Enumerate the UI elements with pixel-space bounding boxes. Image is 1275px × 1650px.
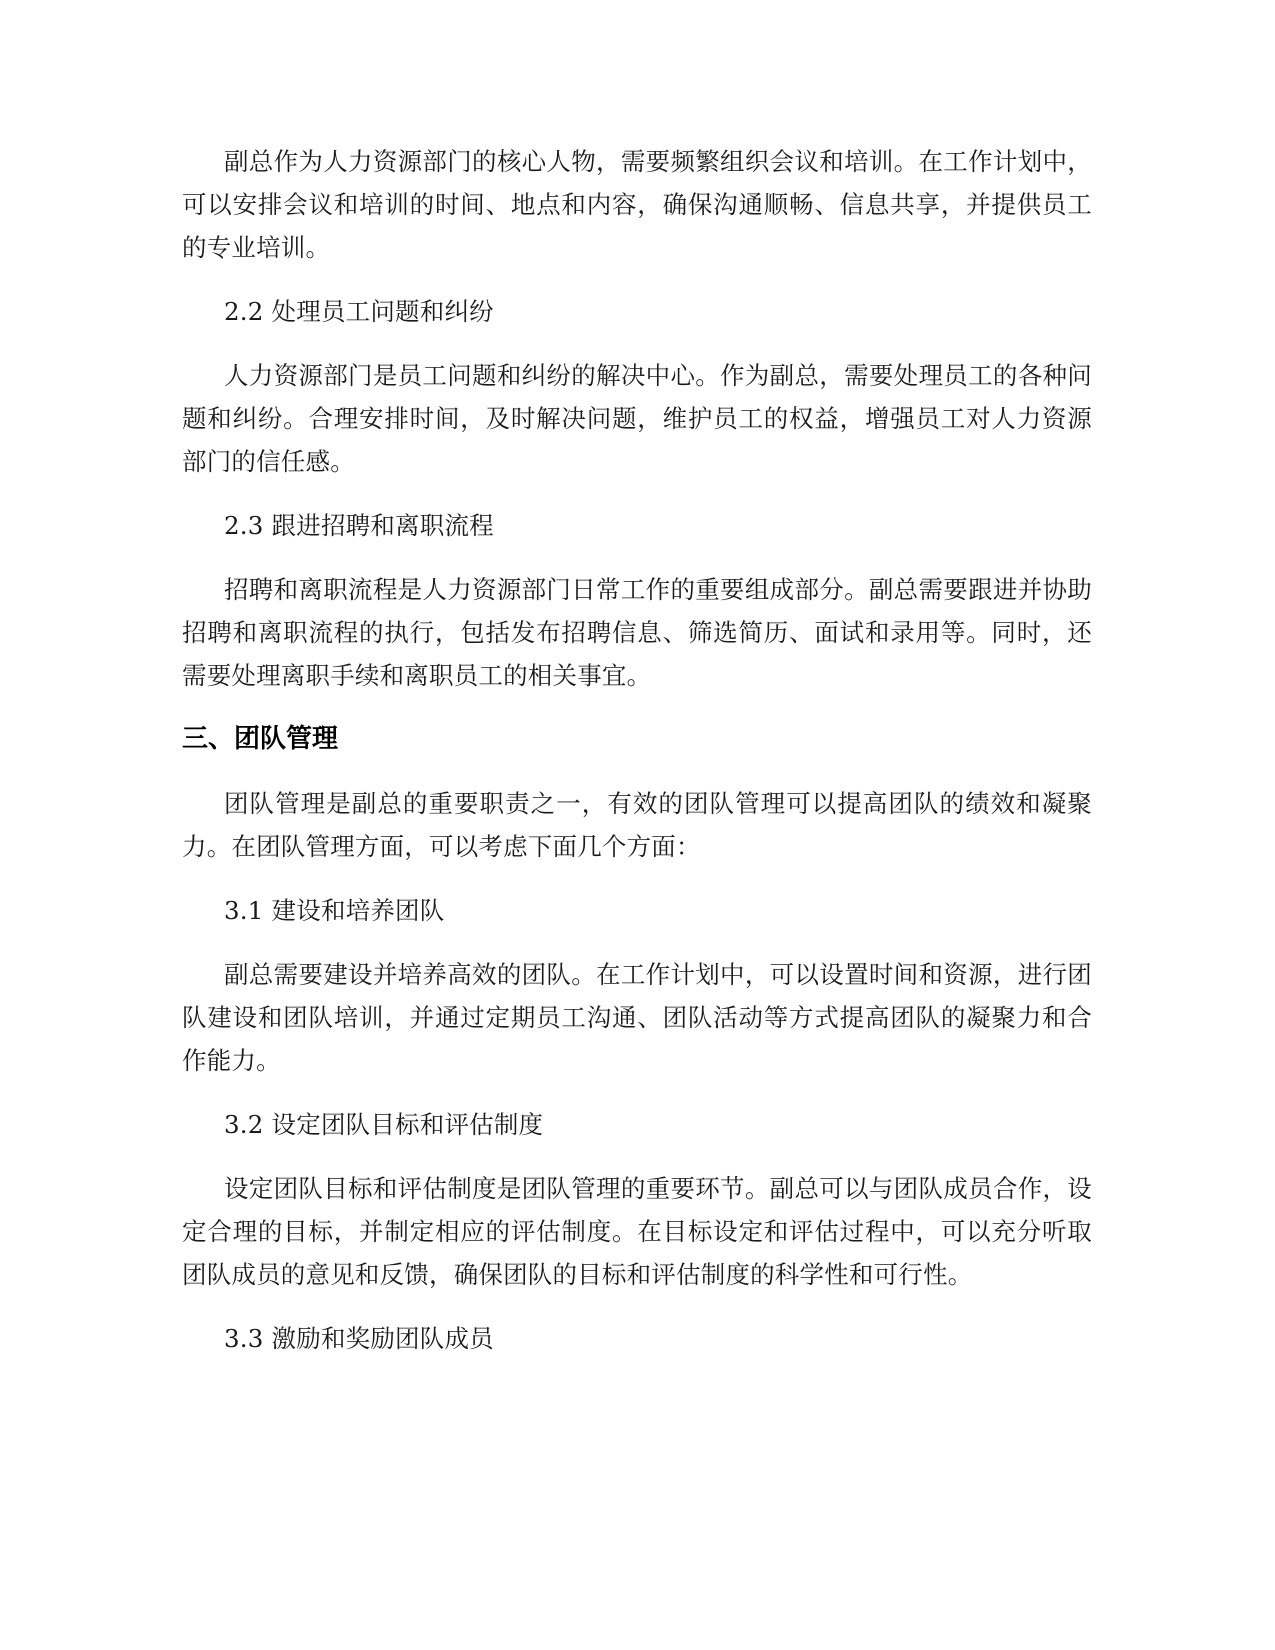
para-3-intro: 团队管理是副总的重要职责之一，有效的团队管理可以提高团队的绩效和凝聚力。在团队管理方面，可以考虑下面几个方面： — [182, 789, 1092, 861]
subheading-3-3: 3.3 激励和奖励团队成员 — [224, 1324, 494, 1353]
subheading-2-2: 2.2 处理员工问题和纠纷 — [224, 297, 494, 326]
para-meetings-training: 副总作为人力资源部门的核心人物，需要频繁组织会议和培训。在工作计划中，可以安排会议和培训的时间、地点和内容，确保沟通顺畅、信息共享，并提供员工的专业培训。 — [182, 147, 1092, 262]
para-3-1: 副总需要建设并培养高效的团队。在工作计划中，可以设置时间和资源，进行团队建设和团队培训，并通过定期员工沟通、团队活动等方式提高团队的凝聚力和合作能力。 — [182, 960, 1092, 1075]
para-2-3: 招聘和离职流程是人力资源部门日常工作的重要组成部分。副总需要跟进并协助招聘和离职流程的执行，包括发布招聘信息、筛选简历、面试和录用等。同时，还需要处理离职手续和离职员工的相关事宜。 — [182, 575, 1092, 690]
para-3-2: 设定团队目标和评估制度是团队管理的重要环节。副总可以与团队成员合作，设定合理的目标，并制定相应的评估制度。在目标设定和评估过程中，可以充分听取团队成员的意见和反馈，确保团队的目标和评估制度的科学性和可行性。 — [182, 1174, 1092, 1289]
subheading-2-3: 2.3 跟进招聘和离职流程 — [224, 511, 494, 540]
document-page — [182, 140, 1092, 1381]
section-heading-3: 三、团队管理 — [182, 724, 339, 754]
subheading-3-2: 3.2 设定团队目标和评估制度 — [224, 1110, 544, 1139]
subheading-3-1: 3.1 建设和培养团队 — [224, 896, 445, 925]
para-2-2: 人力资源部门是员工问题和纠纷的解决中心。作为副总，需要处理员工的各种问题和纠纷。合理安排时间，及时解决问题，维护员工的权益，增强员工对人力资源部门的信任感。 — [182, 361, 1092, 476]
